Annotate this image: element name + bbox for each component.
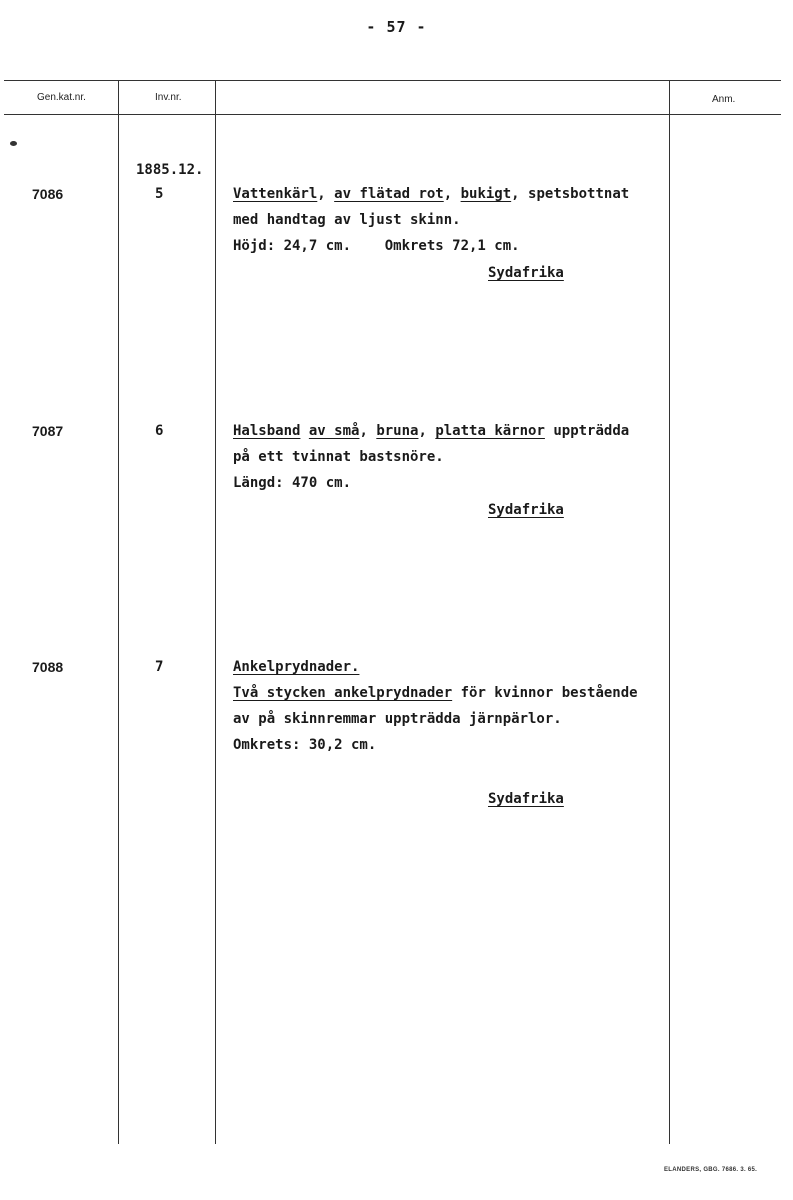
entry-inv-number: 6: [155, 423, 164, 439]
entry-measurements: Höjd: 24,7 cm. Omkrets 72,1 cm.: [233, 238, 520, 254]
entry-origin: Sydafrika: [488, 502, 564, 518]
entry-inv-number: 7: [155, 659, 164, 675]
entry-origin: Sydafrika: [488, 265, 564, 281]
entry-description-line: med handtag av ljust skinn.: [233, 212, 461, 228]
header-inv-nr: Inv.nr.: [155, 92, 182, 103]
column-divider-gen-inv: [118, 80, 119, 1144]
entry-gen-number: 7087: [32, 423, 64, 439]
column-divider-desc-anm: [669, 80, 670, 1144]
header-bottom-rule: [4, 114, 781, 115]
header-gen-kat-nr: Gen.kat.nr.: [37, 92, 86, 103]
entry-inv-number: 5: [155, 186, 164, 202]
entry-title: Ankelprydnader.: [233, 659, 360, 675]
entry-gen-number: 7086: [32, 186, 64, 202]
bullet-mark: [10, 141, 17, 146]
entry-measurements: Omkrets: 30,2 cm.: [233, 737, 377, 753]
entry-measurements: Längd: 470 cm.: [233, 475, 352, 491]
column-divider-inv-desc: [215, 80, 216, 1144]
printer-imprint: ELANDERS, GBG. 7686. 3. 65.: [664, 1167, 758, 1173]
entry-gen-number: 7088: [32, 659, 64, 675]
page-number: - 57 -: [366, 18, 427, 36]
date-heading: 1885.12.: [136, 162, 204, 178]
header-anm: Anm.: [712, 94, 736, 105]
entry-description-line: på ett tvinnat bastsnöre.: [233, 449, 444, 465]
entry-description-line: av på skinnremmar uppträdda järnpärlor.: [233, 711, 562, 727]
entry-description-line: Två stycken ankelprydnader för kvinnor bestående: [233, 685, 638, 701]
entry-description-line: Vattenkärl, av flätad rot, bukigt, spetsbottnat: [233, 186, 630, 202]
entry-description-line: Halsband av små, bruna, platta kärnor uppträdda: [233, 423, 630, 439]
entry-origin: Sydafrika: [488, 791, 564, 807]
header-top-rule: [4, 80, 781, 81]
